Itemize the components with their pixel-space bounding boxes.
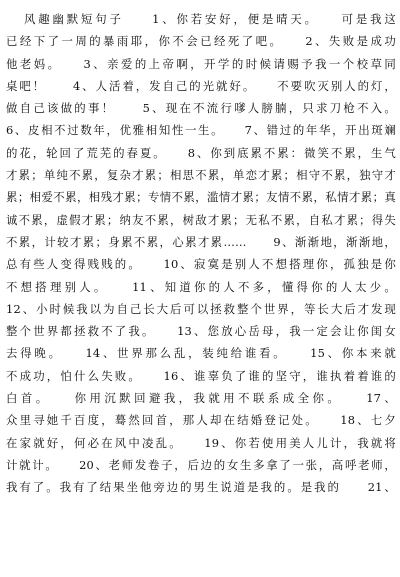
- text-line: 累；相爱不累，相残才累；专情不累，滥情才累；友情不累，私情才累；真: [6, 190, 396, 205]
- text-line: 计就计。 20、老师发卷子，后边的女生多拿了一张，高呼老师，: [6, 457, 396, 472]
- text-line: 已经下了一周的暴雨耶，你不会已经死了吧。 2、失败是成功: [6, 34, 396, 49]
- text-line: 不想搭理别人。 11、知道你的人不多，懂得你的人太少。: [6, 279, 396, 294]
- text-line: 风趣幽默短句子 1、你若安好，便是晴天。 可是我这: [24, 12, 396, 26]
- text-line: 白首。 你用沉默回避我，我就用不联系成全你。 17、: [6, 391, 396, 406]
- text-line: 在家就好，何必在风中凌乱。 19、你若使用美人儿计，我就将: [6, 435, 396, 450]
- text-line: 整个世界都拯救不了我。 13、您放心岳母，我一定会让你闺女: [6, 324, 396, 339]
- text-line: 6、皮相不过数年，优雅相知性一生。 7、错过的年华，开出斑斓: [6, 123, 396, 138]
- text-line: 才累；单纯不累，复杂才累；相思不累，单恋才累；相守不累，独守才: [6, 168, 396, 183]
- text-line: 诚不累，虚假才累；纳友不累，树敌才累；无私不累，自私才累；得失: [6, 212, 396, 227]
- text-line: 众里寻她千百度，蓦然回首，那人却在结婚登记处。 18、七夕: [6, 413, 396, 428]
- text-line: 做自己该做的事！ 5、现在不流行嗲人膀腩，只求刀枪不入。: [6, 101, 396, 116]
- text-line: 不累，计较才累；身累不累，心累才累…… 9、渐渐地，渐渐地，: [6, 234, 396, 249]
- text-line: 去得晚。 14、世界那么乱，装纯给谁看。 15、你本来就: [6, 346, 396, 361]
- text-line: 12、小时候我以为自己长大后可以拯救整个世界，等长大后才发现: [6, 301, 396, 316]
- text-line: 我有了。我有了结果坐他旁边的男生说道是我的。是我的 21、: [6, 480, 396, 495]
- text-line: 他老妈。 3、亲爱的上帝啊，开学的时候请赐予我一个校草同: [6, 56, 396, 71]
- text-line: 不成功，怕什么失败。 16、谁辜负了谁的坚守，谁执着着谁的: [6, 368, 396, 383]
- article-body: [0, 8, 400, 499]
- text-line: 桌吧！ 4、人活着，发自己的光就好。 不要吹灭别人的灯，: [6, 78, 396, 93]
- text-line: 总有些人变得贱贱的。 10、寂寞是别人不想搭理你，孤独是你: [6, 257, 396, 272]
- text-line: 的花，轮回了荒芜的春夏。 8、你到底累不累：微笑不累，生气: [6, 145, 396, 160]
